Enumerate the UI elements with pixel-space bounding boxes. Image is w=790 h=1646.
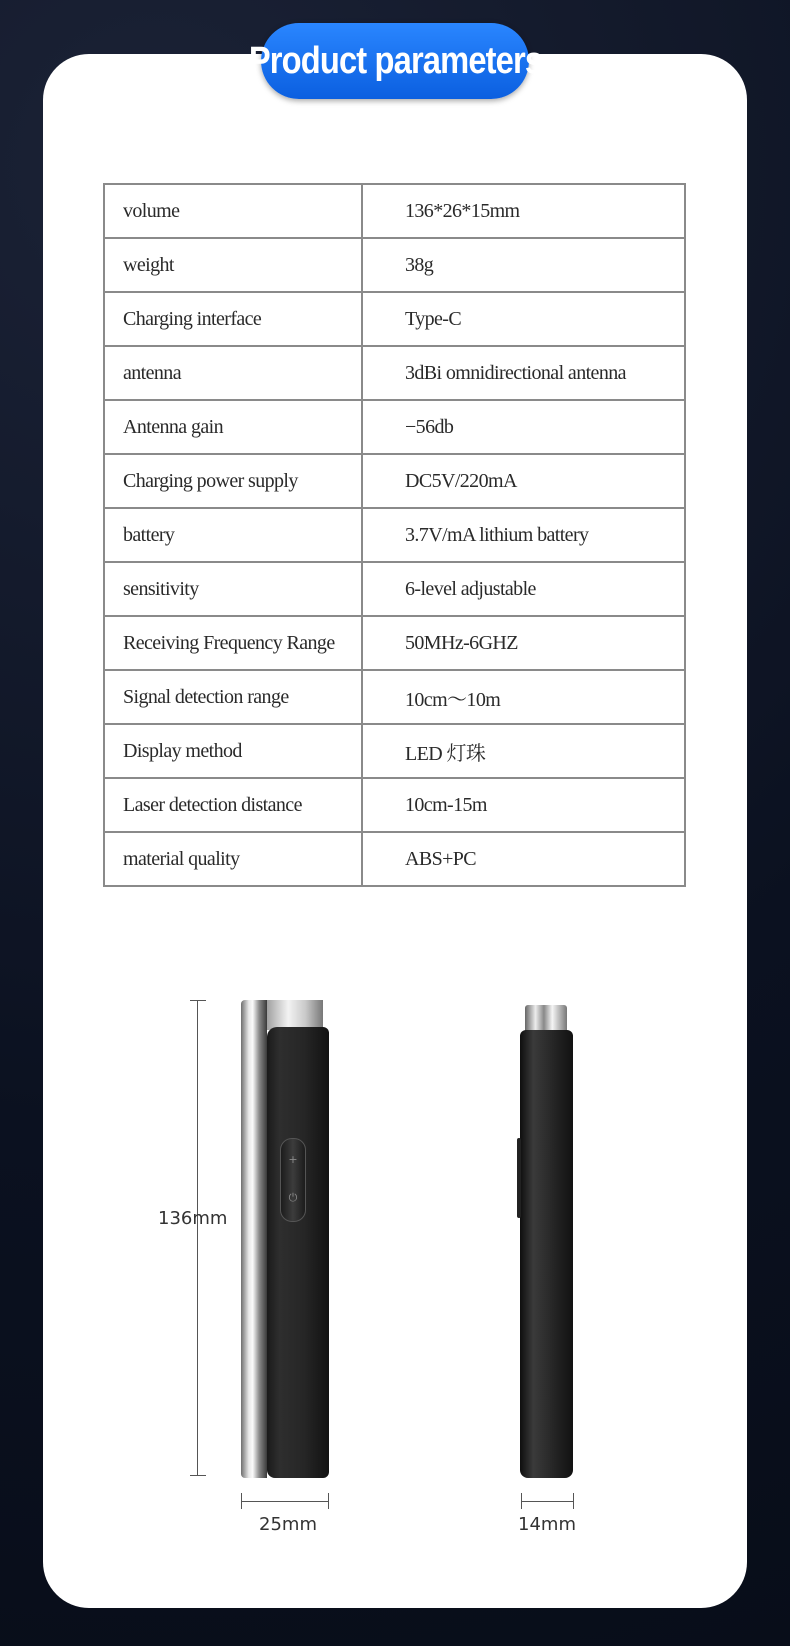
thickness-tick-right xyxy=(573,1493,574,1509)
thickness-tick-left xyxy=(521,1493,522,1509)
parameters-table xyxy=(103,183,686,887)
device-side-connector xyxy=(265,1000,323,1030)
device-front-side-button xyxy=(517,1138,521,1218)
param-value: 3dBi omnidirectional antenna xyxy=(362,346,685,400)
param-key: weight xyxy=(104,238,362,292)
thickness-dimension-line xyxy=(521,1501,574,1502)
table-row xyxy=(104,346,685,400)
plus-icon: + xyxy=(288,1153,298,1166)
width-dimension-line xyxy=(241,1501,329,1502)
width-tick-left xyxy=(241,1493,242,1509)
param-key: Charging interface xyxy=(104,292,362,346)
param-value: 10cm-15m xyxy=(362,778,685,832)
param-key: Receiving Frequency Range xyxy=(104,616,362,670)
param-value: Type-C xyxy=(362,292,685,346)
param-key: volume xyxy=(104,184,362,238)
table-row xyxy=(104,184,685,238)
param-value: 50MHz-6GHZ xyxy=(362,616,685,670)
table-row xyxy=(104,238,685,292)
table-row xyxy=(104,454,685,508)
param-value: 10cm～10m xyxy=(362,670,685,724)
param-key: Laser detection distance xyxy=(104,778,362,832)
table-row xyxy=(104,616,685,670)
param-key: battery xyxy=(104,508,362,562)
height-label: 136mm xyxy=(158,1208,228,1229)
device-side-metal-frame xyxy=(241,1000,267,1478)
param-key: Display method xyxy=(104,724,362,778)
width-tick-right xyxy=(328,1493,329,1509)
param-value: 136*26*15mm xyxy=(362,184,685,238)
height-tick-top xyxy=(190,1000,206,1001)
param-value: −56db xyxy=(362,400,685,454)
table-row xyxy=(104,778,685,832)
height-dimension-line xyxy=(197,1000,198,1475)
table-row xyxy=(104,292,685,346)
param-key: antenna xyxy=(104,346,362,400)
param-key: Charging power supply xyxy=(104,454,362,508)
device-front-body xyxy=(520,1030,573,1478)
thickness-label: 14mm xyxy=(518,1514,576,1535)
title-badge xyxy=(248,23,542,99)
table-row xyxy=(104,562,685,616)
device-front-connector xyxy=(525,1005,567,1033)
param-value: DC5V/220mA xyxy=(362,454,685,508)
param-value: 3.7V/mA lithium battery xyxy=(362,508,685,562)
param-value: LED 灯珠 xyxy=(362,724,685,778)
param-key: material quality xyxy=(104,832,362,886)
page-title: Product parameters xyxy=(248,39,542,82)
param-key: Signal detection range xyxy=(104,670,362,724)
width-label: 25mm xyxy=(259,1514,317,1535)
power-icon: ⏻ xyxy=(288,1191,298,1204)
param-key: Antenna gain xyxy=(104,400,362,454)
table-row xyxy=(104,832,685,886)
table-row xyxy=(104,670,685,724)
param-value: 6-level adjustable xyxy=(362,562,685,616)
param-key: sensitivity xyxy=(104,562,362,616)
table-row xyxy=(104,508,685,562)
table-row xyxy=(104,400,685,454)
param-value: ABS+PC xyxy=(362,832,685,886)
device-button xyxy=(280,1138,306,1222)
table-row xyxy=(104,724,685,778)
param-value: 38g xyxy=(362,238,685,292)
height-tick-bottom xyxy=(190,1475,206,1476)
device-side-body xyxy=(267,1027,329,1478)
